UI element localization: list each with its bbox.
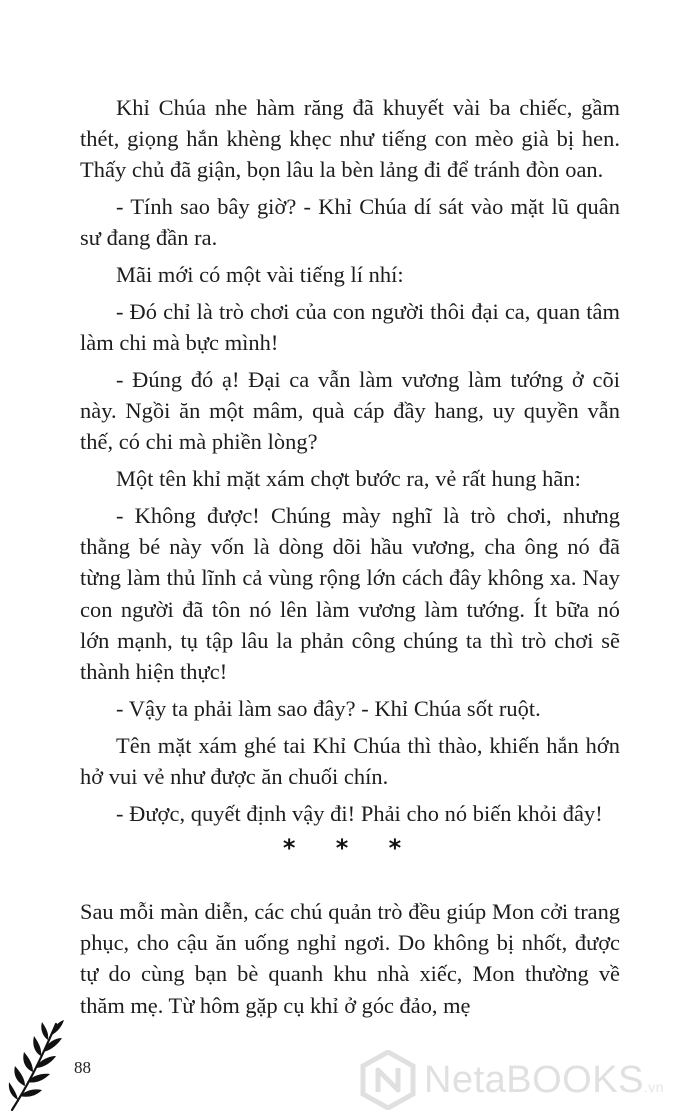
leaf-sprig-icon [6, 1018, 66, 1114]
paragraph: - Đó chỉ là trò chơi của con người thôi đại ca, quan tâm làm chi mà bực mình! [80, 299, 620, 356]
paragraph: Mãi mới có một vài tiếng lí nhí: [116, 262, 404, 288]
watermark [360, 1040, 700, 1120]
paragraph: Khỉ Chúa nhe hàm răng đã khuyết vài ba chiếc, gầm thét, giọng hắn khèng khẹc như tiếng con mèo già bị hen. Thấy chủ đã giận, bọn lâu la bèn lảng đi để tránh đòn oan. [80, 95, 620, 183]
paragraph: - Vậy ta phải làm sao đây? - Khỉ Chúa sốt ruột. [116, 695, 541, 721]
paragraph: - Không được! Chúng mày nghĩ là trò chơi, nhưng thằng bé này vốn là dòng dõi hầu vương, cha ông nó đã từng làm thủ lĩnh cả vùng rộng lớn cách đây không xa. Nay con người đã tôn nó lên làm vương làm tướng. Ít bữa nó lớn mạnh, tụ tập lâu la phản công chúng ta thì trò chơi sẽ thành hiện thực! [80, 503, 620, 685]
page-number: 88 [74, 1058, 91, 1077]
paragraph: - Được, quyết định vậy đi! Phải cho nó biến khỏi đây! [116, 800, 603, 826]
watermark-brand: NetaBOOKS [424, 1058, 644, 1101]
paragraph: Tên mặt xám ghé tai Khỉ Chúa thì thào, khiến hắn hớn hở vui vẻ như được ăn chuối chín. [80, 732, 620, 789]
continuation-text [80, 896, 620, 1026]
story-text [80, 92, 620, 834]
paragraph: Sau mỗi màn diễn, các chú quản trò đều giúp Mon cởi trang phục, cho cậu ăn uống nghỉ ngơi. Do không bị nhốt, được tự do cùng bạn bè quanh khu nhà xiếc, Mon thường về thăm mẹ. Từ hôm gặp cụ khỉ ở góc đảo, mẹ [80, 899, 620, 1018]
paragraph: Một tên khỉ mặt xám chợt bước ra, vẻ rất hung hãn: [116, 466, 581, 492]
paragraph: - Đúng đó ạ! Đại ca vẫn làm vương làm tướng ở cõi này. Ngồi ăn một mâm, quà cáp đầy hang, uy quyền vẫn thế, có chi mà phiền lòng? [80, 367, 620, 455]
paragraph: - Tính sao bây giờ? - Khỉ Chúa dí sát vào mặt lũ quân sư đang đần ra. [80, 194, 620, 251]
section-break: * * * [282, 834, 418, 862]
watermark-suffix: .vn [643, 1078, 665, 1095]
neta-logo-icon [360, 1050, 416, 1110]
watermark-text [424, 1059, 664, 1102]
